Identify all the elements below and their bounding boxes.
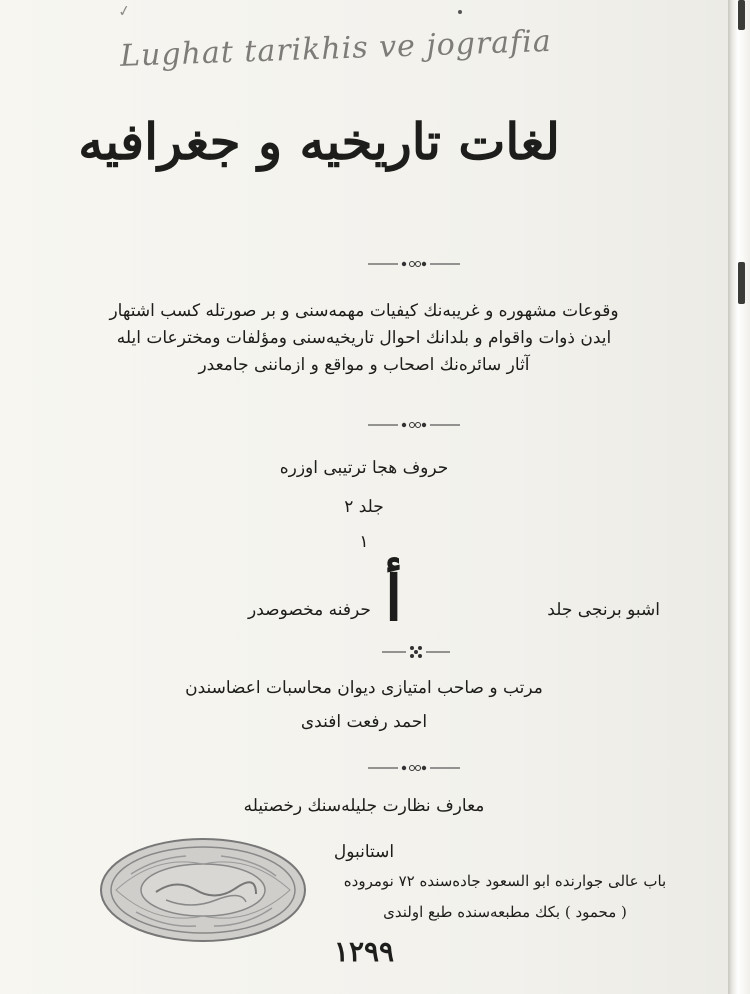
year: ١٢٩٩ [333, 935, 395, 968]
ornament-divider [0, 418, 728, 432]
page-edge [728, 0, 750, 994]
volume-label: جلد ۲ [344, 497, 384, 517]
check-mark-icon: ✓ [116, 1, 133, 21]
author-line-2: احمد رفعت افندی [300, 712, 428, 732]
ornament-divider [0, 642, 728, 662]
city: استانبول [333, 842, 395, 862]
description-line-1: وقوعات مشهوره و غریبه‌نك كیفیات مهمه‌سنی و بر صورتله كسب اشتهار [109, 301, 619, 321]
press-line: ( محمود ) بكك مطبعه‌سنده طبع اولندی [383, 903, 627, 921]
ornament-divider [0, 257, 728, 271]
volume-number: ١ [359, 532, 369, 552]
ink-dot [458, 10, 462, 14]
handwritten-note: Lughat tarikhis ve jografia [119, 23, 553, 74]
book-title: لغات تاریخیه و جغرافیه [78, 112, 560, 171]
alif-letter: أ [385, 562, 403, 635]
description-line-3: آثار سائره‌نك اصحاب و مواقع و ازماننی جامعدر [198, 355, 530, 375]
edge-mark [738, 262, 745, 304]
address-line: باب عالی جوارنده ابو السعود جاده‌سنده ۷۲ نومروده [343, 872, 667, 890]
description-line-2: ایدن ذوات واقوام و بلدانك احوال تاریخیه‌سنی ومؤلفات ومخترعات ایله [116, 328, 612, 348]
seal-stamp [96, 834, 311, 946]
author-line-1: مرتب و صاحب امتیازی دیوان محاسبات اعضاسندن [185, 678, 543, 698]
order-line: حروف هجا ترتیبی اوزره [279, 458, 449, 478]
edge-mark [738, 0, 745, 30]
letter-line-left: حرفنه مخصوصدر [248, 600, 371, 620]
ornament-divider [0, 761, 728, 775]
permission-line: معارف نظارت جلیله‌سنك رخصتیله [243, 796, 485, 816]
letter-line-right: اشبو برنجی جلد [547, 600, 660, 620]
